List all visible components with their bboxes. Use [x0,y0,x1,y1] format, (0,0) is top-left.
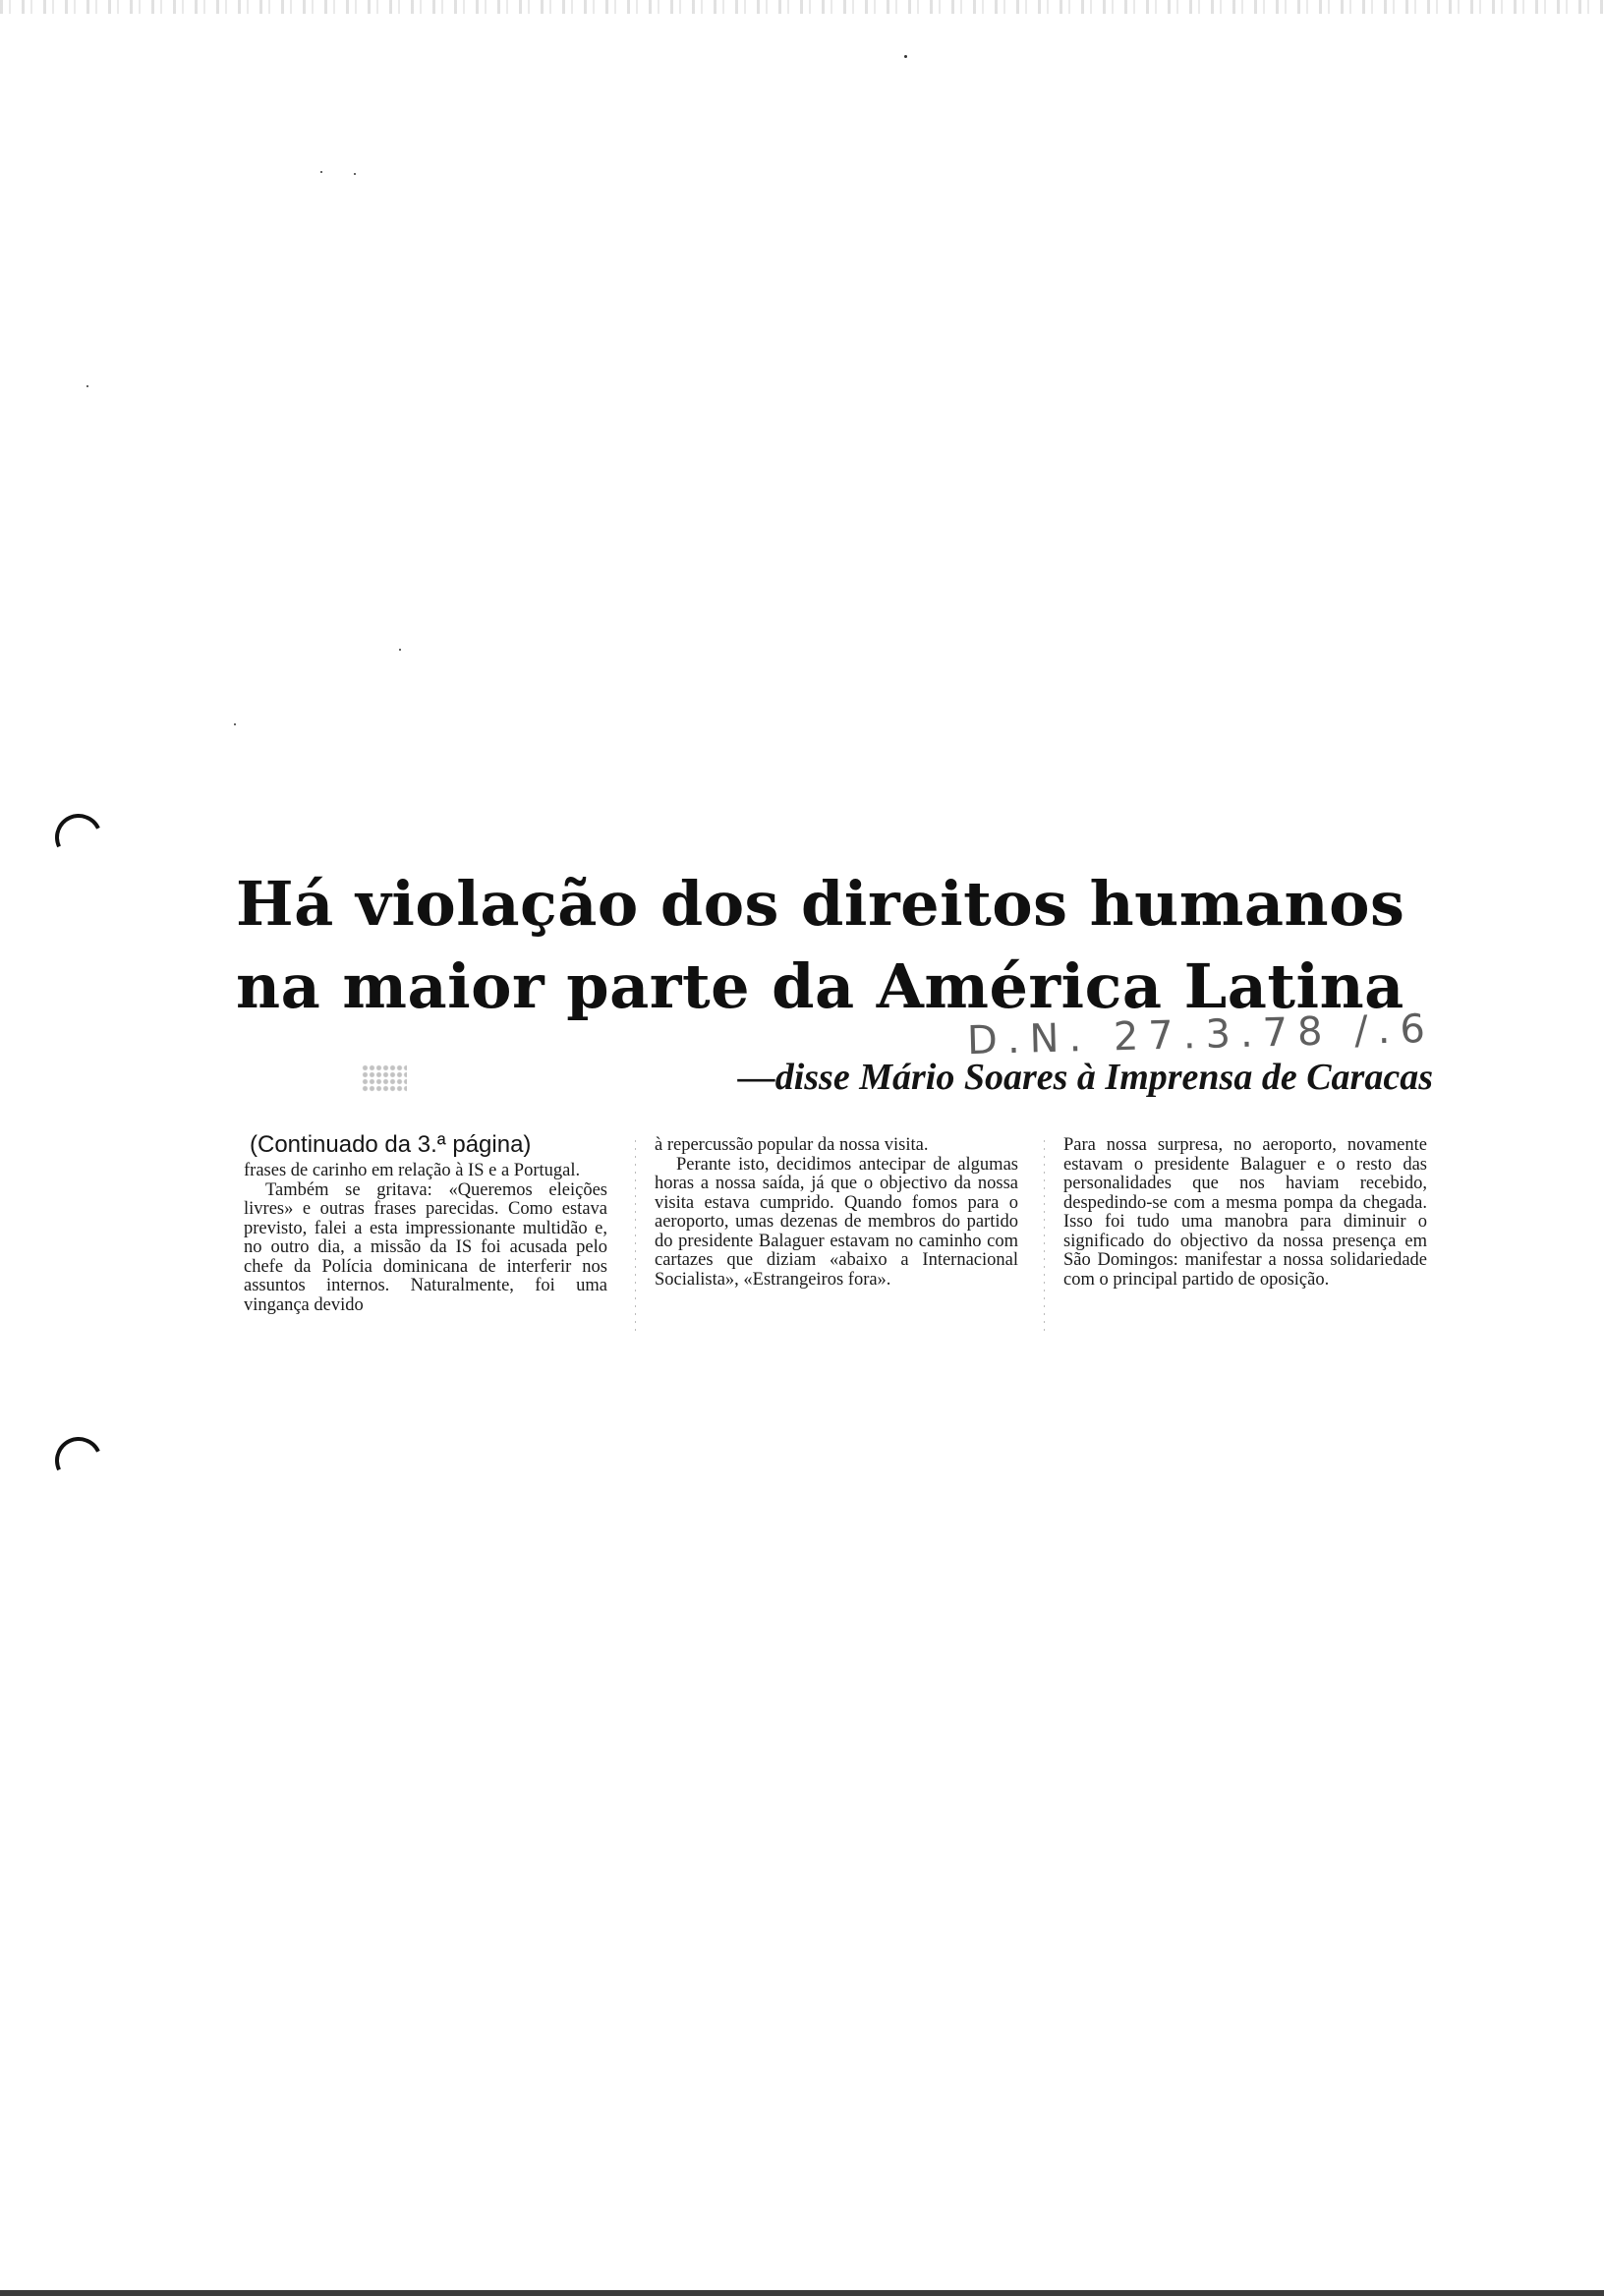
column-paragraph: frases de carinho em relação à IS e a Portugal. [244,1161,581,1180]
scan-speck [234,723,236,725]
column-paragraph: à repercussão popular da nossa visita. [655,1135,929,1155]
article-column-2 [655,1136,1018,1290]
scan-speck [904,55,907,58]
scan-speck [399,649,401,651]
scan-speck [86,385,88,387]
column-divider [635,1140,636,1337]
column-divider [1044,1140,1045,1337]
scan-edge-top [0,0,1604,14]
scan-edge-bottom [0,2290,1604,2296]
column-paragraph: Para nossa surpresa, no aeroporto, novamente estavam o presidente Balaguer e o resto das personalidades que nos haviam recebido, despedindo-se com a mesma pompa da chegada. Isso foi tudo uma manobra para diminuir o significado do objectivo da nossa presença em São Domingos: manifestar a nossa solidariedade com o principal partido de oposição. [1063,1135,1427,1290]
punch-hole-mark [48,807,109,868]
headline-line-1: Há violação dos direitos humanos [236,868,1405,940]
article-column-1 [244,1131,607,1315]
newspaper-clipping [224,863,1443,1413]
punch-hole-mark [48,1430,109,1491]
column-paragraph: Também se gritava: «Queremos eleições livres» e outras frases parecidas. Como estava previsto, falei a esta impressionante multidão e, no outro dia, a missão da IS foi acusada pelo chefe da Polícia dominicana de interferir nos assuntos internos. Naturalmente, foi uma vingança devido [244,1179,607,1315]
scan-speck [320,171,322,173]
subheadline: —disse Mário Soares à Imprensa de Caracas [737,1057,1433,1098]
article-column-3 [1063,1136,1427,1290]
handwritten-annotation: D.N. 27.3.78 /.6 [966,1005,1436,1064]
ink-smudge [362,1064,407,1092]
continued-note: (Continuado da 3.ª página) [250,1131,532,1158]
column-paragraph: Perante isto, decidimos antecipar de algumas horas a nossa saída, já que o objectivo da nossa visita estava cumprido. Quando fomos para o aeroporto, umas dezenas de membros do partido do presidente Balaguer estavam no caminho com cartazes que diziam «abaixo a Internacional Socialista», «Estrangeiros fora». [655,1154,1018,1290]
headline [236,863,1445,1028]
scan-speck [354,173,356,175]
headline-line-2: na maior parte da América Latina [236,950,1404,1022]
